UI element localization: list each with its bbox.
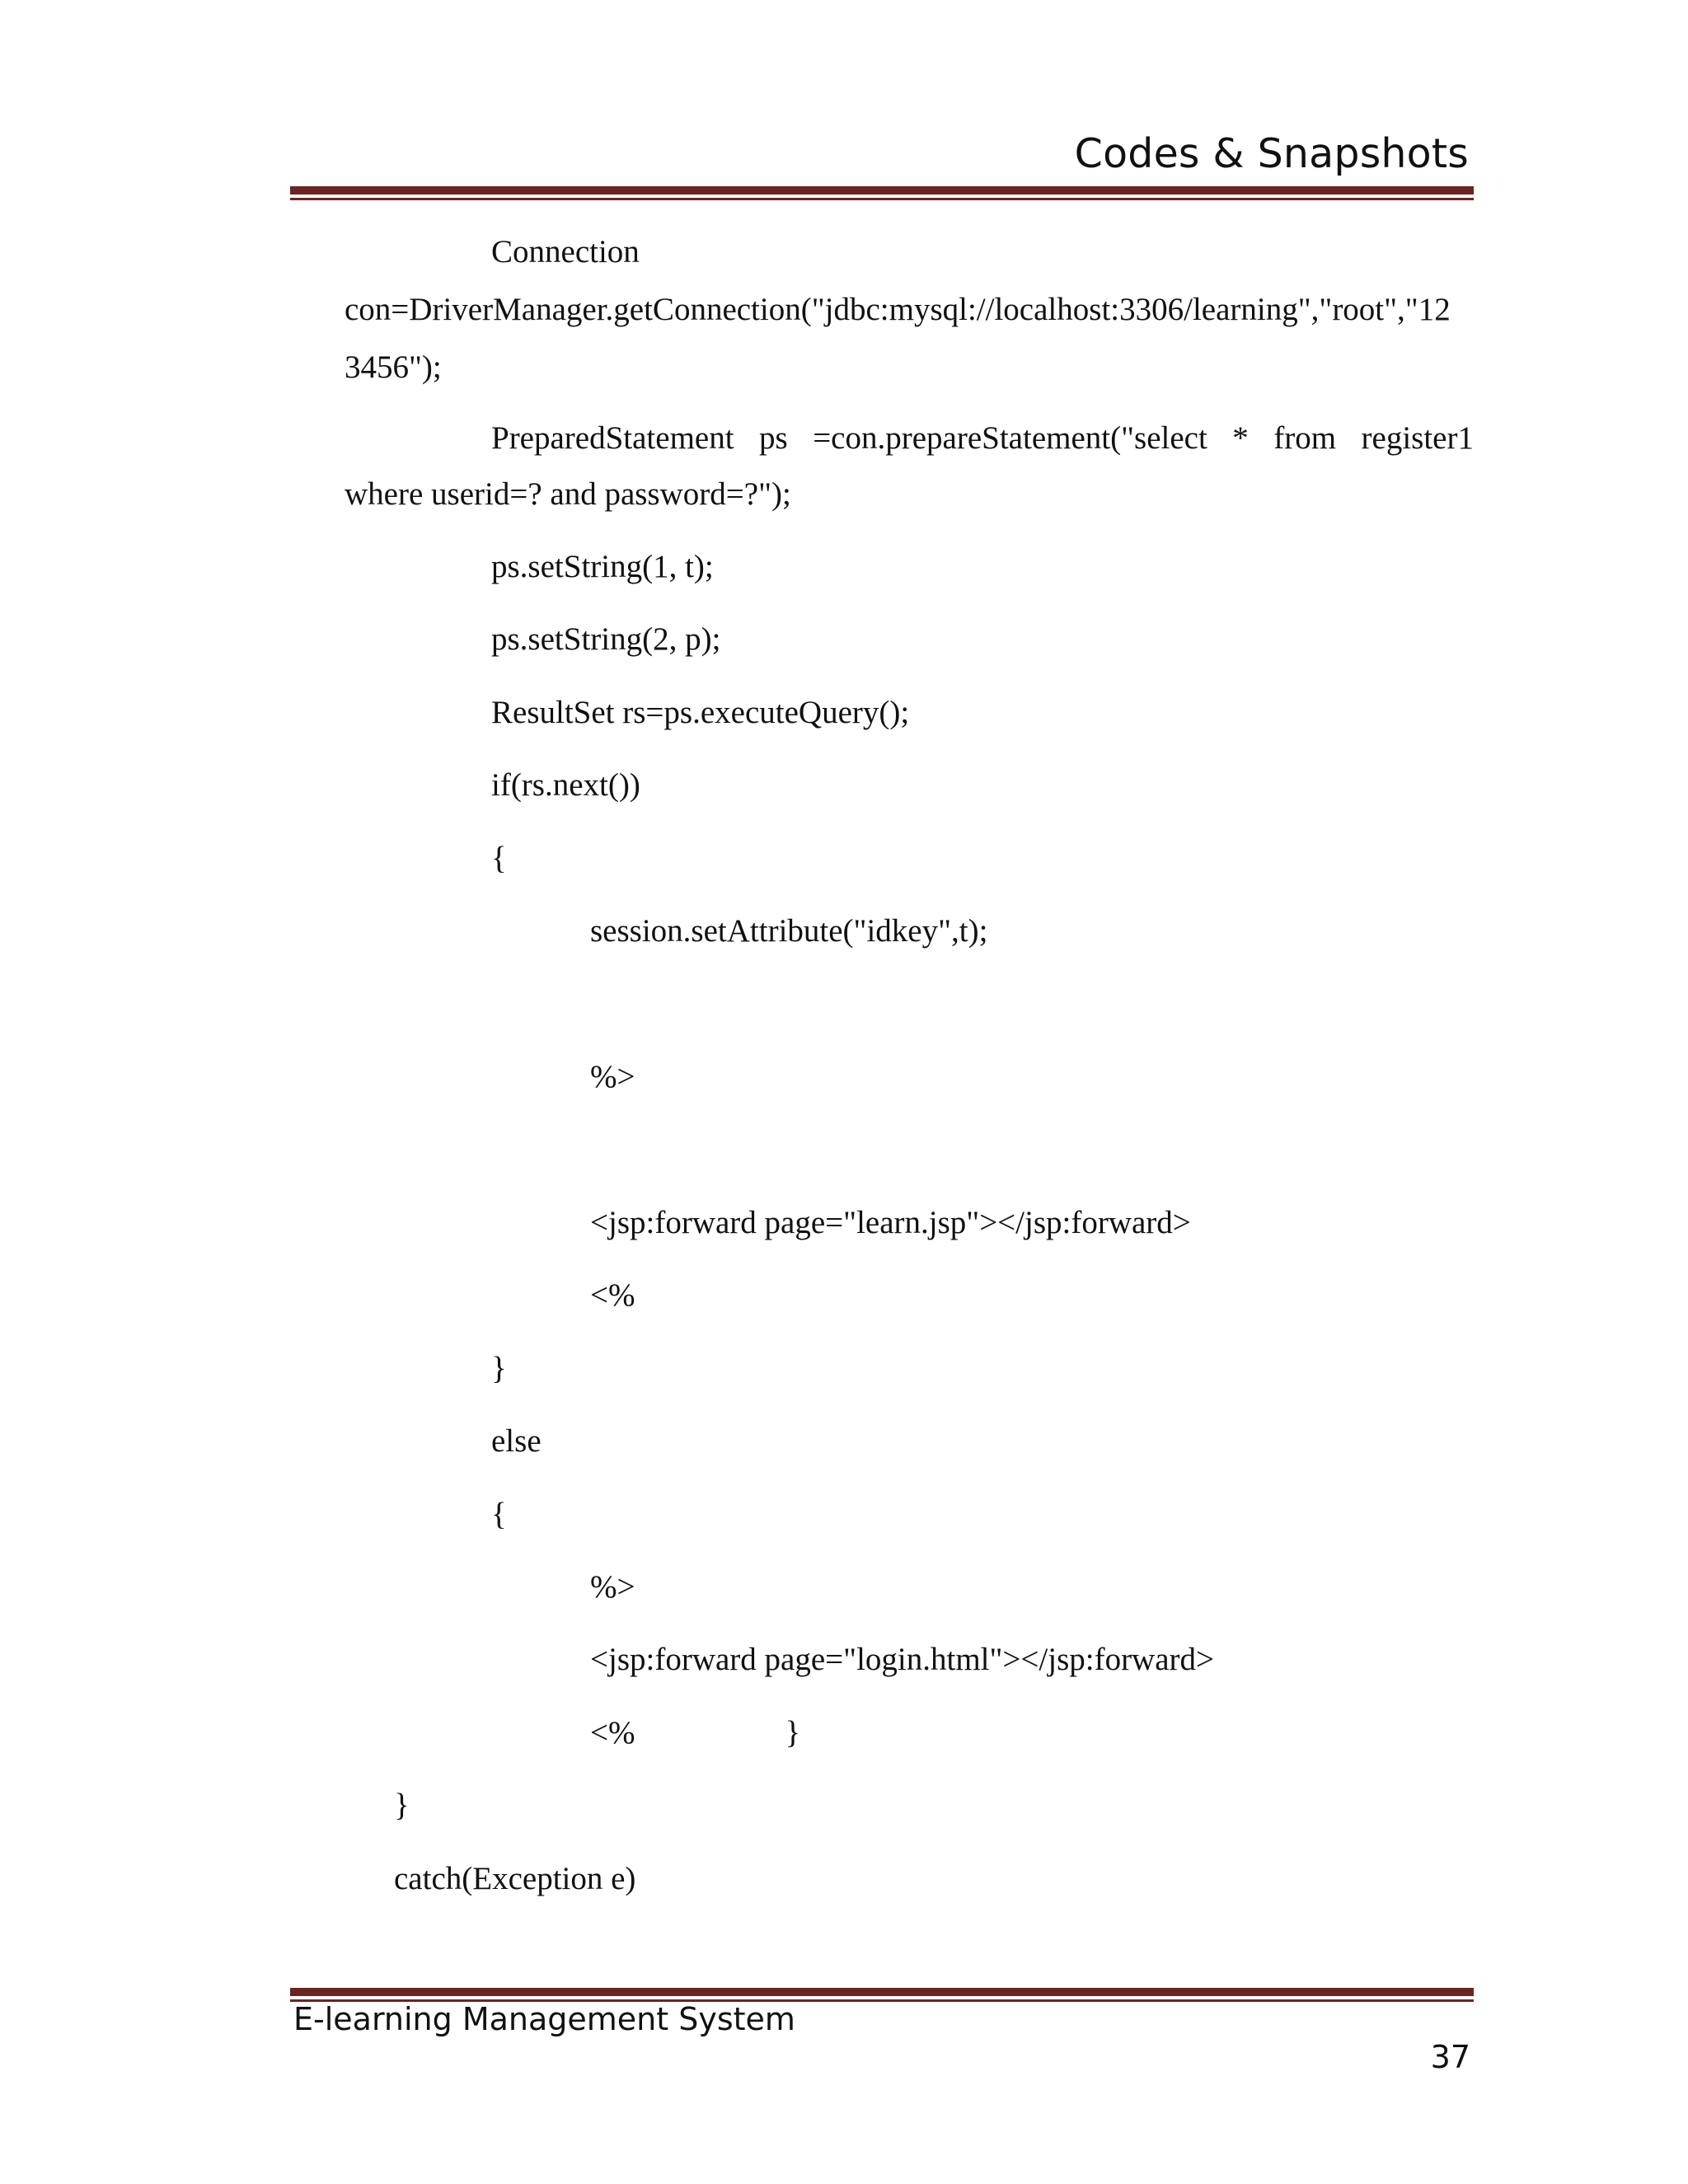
code-line-catch: catch(Exception e) xyxy=(394,1861,636,1896)
code-line-scriptlet-close-2: %> xyxy=(590,1569,635,1605)
code-line-else: else xyxy=(491,1423,542,1459)
code-token: <% xyxy=(590,1715,635,1750)
footer-title: E-learning Management System xyxy=(293,2001,795,2037)
code-line-scriptlet-open: <% xyxy=(590,1277,635,1313)
code-line-open-brace: { xyxy=(491,841,507,876)
code-line-password-tail: 3456"); xyxy=(345,349,442,385)
header-rule-thin xyxy=(290,198,1474,200)
code-line-try-close-brace: } xyxy=(394,1788,410,1823)
code-line-connection: Connection xyxy=(491,234,640,269)
header-title: Codes & Snapshots xyxy=(1074,130,1469,177)
code-line-session-set: session.setAttribute("idkey",t); xyxy=(590,913,988,949)
code-word: * xyxy=(1232,420,1249,456)
code-word: register1 xyxy=(1361,420,1474,456)
code-word: from xyxy=(1273,420,1337,456)
code-line-prepared-statement xyxy=(491,419,1474,458)
code-line-else-open-brace: { xyxy=(491,1497,507,1532)
header-rule-thick xyxy=(290,186,1474,194)
code-word: ps xyxy=(759,420,788,456)
code-line-get-connection: con=DriverManager.getConnection("jdbc:mysql://localhost:3306/learning","root","12 xyxy=(345,292,1451,327)
code-line-set-string-2: ps.setString(2, p); xyxy=(491,621,721,657)
code-line-where-clause: where userid=? and password=?"); xyxy=(345,476,791,512)
page-number: 37 xyxy=(1430,2039,1470,2075)
code-line-close-brace: } xyxy=(491,1351,507,1386)
code-line-forward-learn: <jsp:forward page="learn.jsp"></jsp:forward> xyxy=(590,1205,1191,1240)
code-line-if-next: if(rs.next()) xyxy=(491,767,640,803)
code-word: =con.prepareStatement("select xyxy=(813,420,1207,456)
code-line-set-string-1: ps.setString(1, t); xyxy=(491,549,714,584)
footer-rule-thick xyxy=(290,1988,1474,1996)
code-line-scriptlet-close: %> xyxy=(590,1059,635,1094)
code-line-forward-login: <jsp:forward page="login.html"></jsp:forward> xyxy=(590,1642,1215,1677)
code-line-scriptlet-open-2 xyxy=(590,1713,800,1753)
code-token: } xyxy=(785,1715,801,1750)
code-line-result-set: ResultSet rs=ps.executeQuery(); xyxy=(491,695,910,730)
code-word: PreparedStatement xyxy=(491,420,734,456)
